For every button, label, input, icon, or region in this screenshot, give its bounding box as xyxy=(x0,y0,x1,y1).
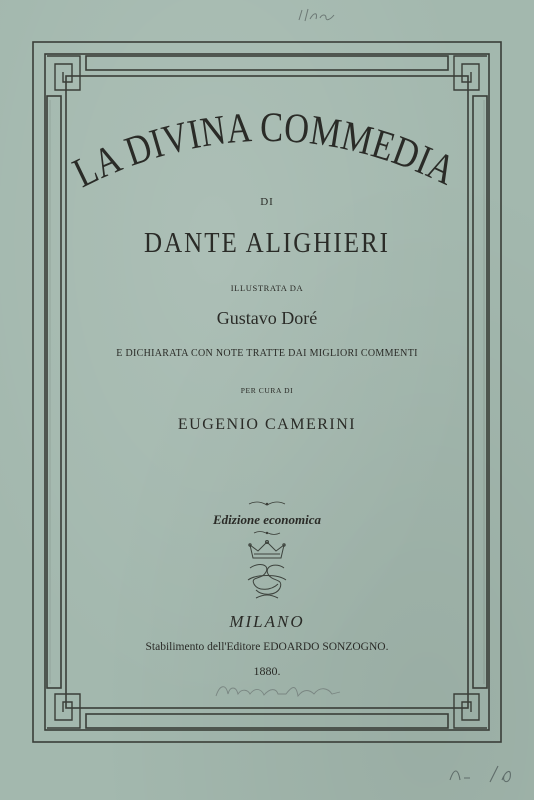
pencil-signature xyxy=(212,680,344,702)
pencil-mark-bottom xyxy=(446,760,526,786)
publication-year: 1880. xyxy=(253,664,281,678)
illustrator-name: Gustavo Doré xyxy=(216,308,318,328)
publisher-line: Stabilimento dell'Editore EDOARDO SONZOGNO. xyxy=(145,641,389,653)
author-name: DANTE ALIGHIERI xyxy=(144,227,390,259)
illustrata-label: ILLUSTRATA DA xyxy=(230,283,304,293)
main-title xyxy=(60,100,474,200)
dichiarata-line: E DICHIARATA CON NOTE TRATTE DAI MIGLIORI COMMENTI xyxy=(116,348,418,359)
per-cura-label: PER CURA DI xyxy=(240,386,294,395)
flourish-ornament xyxy=(252,529,282,537)
flourish-ornament xyxy=(247,500,287,508)
title-text: LA DIVINA COMMEDIA xyxy=(66,104,468,197)
pencil-mark-top xyxy=(296,6,342,24)
edition-label: Edizione economica xyxy=(213,512,321,527)
di-label: DI xyxy=(260,196,274,208)
crown-monogram-emblem xyxy=(236,538,298,602)
svg-text:LA DIVINA COMMEDIA xyxy=(66,104,468,197)
editor-name: EUGENIO CAMERINI xyxy=(177,416,357,433)
city-name: MILANO xyxy=(229,612,305,631)
